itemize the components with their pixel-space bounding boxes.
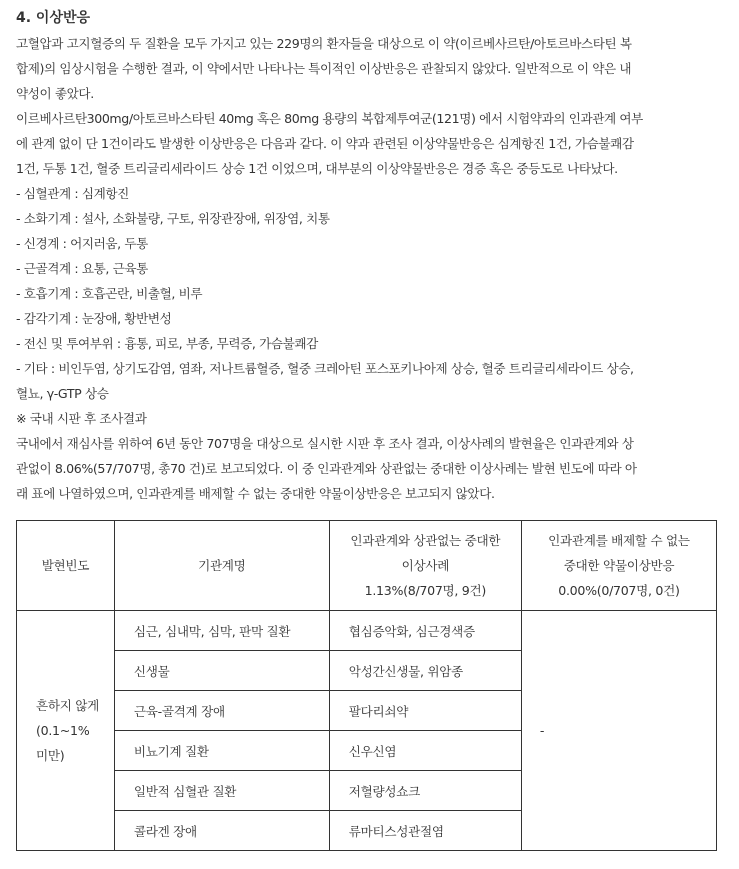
text-line: 1건, 두통 1건, 혈중 트리글리세라이드 상승 1건 이었으며, 대부분의 이상약물반응은 경증 혹은 중등도로 나타났다. [16, 161, 618, 176]
list-item: - 전신 및 투여부위 : 흉통, 피로, 부종, 무력증, 가슴불쾌감 [16, 336, 318, 351]
organ-cell: 콜라겐 장애 [114, 811, 329, 851]
list-item: - 기타 : 비인두염, 상기도감염, 염좌, 저나트륨혈증, 혈중 크레아틴 포스포키나아제 상승, 혈중 트리글리세라이드 상승, [16, 361, 634, 376]
event-cell: 신우신염 [329, 731, 521, 771]
text-line: 국내에서 재심사를 위하여 6년 동안 707명을 대상으로 실시한 시판 후 조사 결과, 이상사례의 발현율은 인과관계와 상 [16, 436, 634, 451]
text-line: ※ 국내 시판 후 조사결과 [16, 411, 147, 426]
event-cell: 팔다리쇠약 [329, 691, 521, 731]
text-line: 고혈압과 고지혈증의 두 질환을 모두 가지고 있는 229명의 환자들을 대상으로 이 약(이르베사르탄/아토르바스타틴 복 [16, 36, 632, 51]
list-item: - 호흡기계 : 호흡곤란, 비출혈, 비루 [16, 286, 203, 301]
list-item: - 소화기계 : 설사, 소화불량, 구토, 위장관장애, 위장염, 치통 [16, 211, 330, 226]
post-marketing-paragraph [16, 431, 722, 506]
text-line: 이르베사르탄300mg/아토르바스타틴 40mg 혹은 80mg 용량의 복합제투여군(121명) 에서 시험약과의 인과관계 여부 [16, 111, 643, 126]
adr-cell: - [521, 611, 716, 851]
frequency-line: (0.1~1% [36, 723, 90, 738]
header-line: 0.00%(0/707명, 0건) [558, 583, 680, 598]
organ-cell: 비뇨기계 질환 [114, 731, 329, 771]
frequency-line: 미만) [36, 748, 65, 763]
text-line: 약성이 좋았다. [16, 86, 94, 101]
combination-paragraph [16, 106, 722, 181]
post-marketing-note [16, 406, 722, 431]
event-cell: 악성간신생물, 위암종 [329, 651, 521, 691]
event-cell: 협심증악화, 심근경색증 [329, 611, 521, 651]
organ-cell: 근육-골격계 장애 [114, 691, 329, 731]
list-item: - 근골격계 : 요통, 근육통 [16, 261, 148, 276]
organ-cell: 신생물 [114, 651, 329, 691]
list-item: - 심혈관계 : 심계항진 [16, 186, 129, 201]
text-line: 래 표에 나열하였으며, 인과관계를 배제할 수 없는 중대한 약물이상반응은 보고되지 않았다. [16, 486, 495, 501]
frequency-cell [17, 611, 115, 851]
list-item: - 신경계 : 어지러움, 두통 [16, 236, 148, 251]
header-serious-events [329, 521, 521, 611]
header-frequency: 발현빈도 [17, 521, 115, 611]
header-line: 인과관계를 배제할 수 없는 [548, 533, 690, 548]
intro-paragraph [16, 31, 722, 106]
organ-cell: 일반적 심혈관 질환 [114, 771, 329, 811]
event-cell: 저혈량성쇼크 [329, 771, 521, 811]
header-organ-system: 기관계명 [114, 521, 329, 611]
organ-cell: 심근, 심내막, 심막, 판막 질환 [114, 611, 329, 651]
adverse-event-table [16, 520, 717, 851]
event-cell: 류마티스성관절염 [329, 811, 521, 851]
header-line: 1.13%(8/707명, 9건) [364, 583, 487, 598]
header-line: 이상사례 [401, 558, 450, 573]
table-header-row [17, 521, 717, 611]
list-item: 혈뇨, γ-GTP 상승 [16, 386, 109, 401]
header-line: 중대한 약물이상반응 [563, 558, 675, 573]
header-adverse-drug-reactions [521, 521, 716, 611]
header-line: 인과관계와 상관없는 중대한 [350, 533, 501, 548]
text-line: 에 관계 없이 단 1건이라도 발생한 이상반응은 다음과 같다. 이 약과 관련된 이상약물반응은 심계항진 1건, 가슴불쾌감 [16, 136, 634, 151]
text-line: 관없이 8.06%(57/707명, 총70 건)로 보고되었다. 이 중 인과관계와 상관없는 중대한 이상사례는 발현 빈도에 따라 아 [16, 461, 637, 476]
table-row [17, 611, 717, 651]
section-heading: 4. 이상반응 [16, 10, 91, 26]
frequency-line: 흔하지 않게 [36, 698, 100, 713]
adverse-event-list [16, 181, 722, 406]
text-line: 합제)의 임상시험을 수행한 결과, 이 약에서만 나타나는 특이적인 이상반응은 관찰되지 않았다. 일반적으로 이 약은 내 [16, 61, 632, 76]
list-item: - 감각기계 : 눈장애, 황반변성 [16, 311, 172, 326]
